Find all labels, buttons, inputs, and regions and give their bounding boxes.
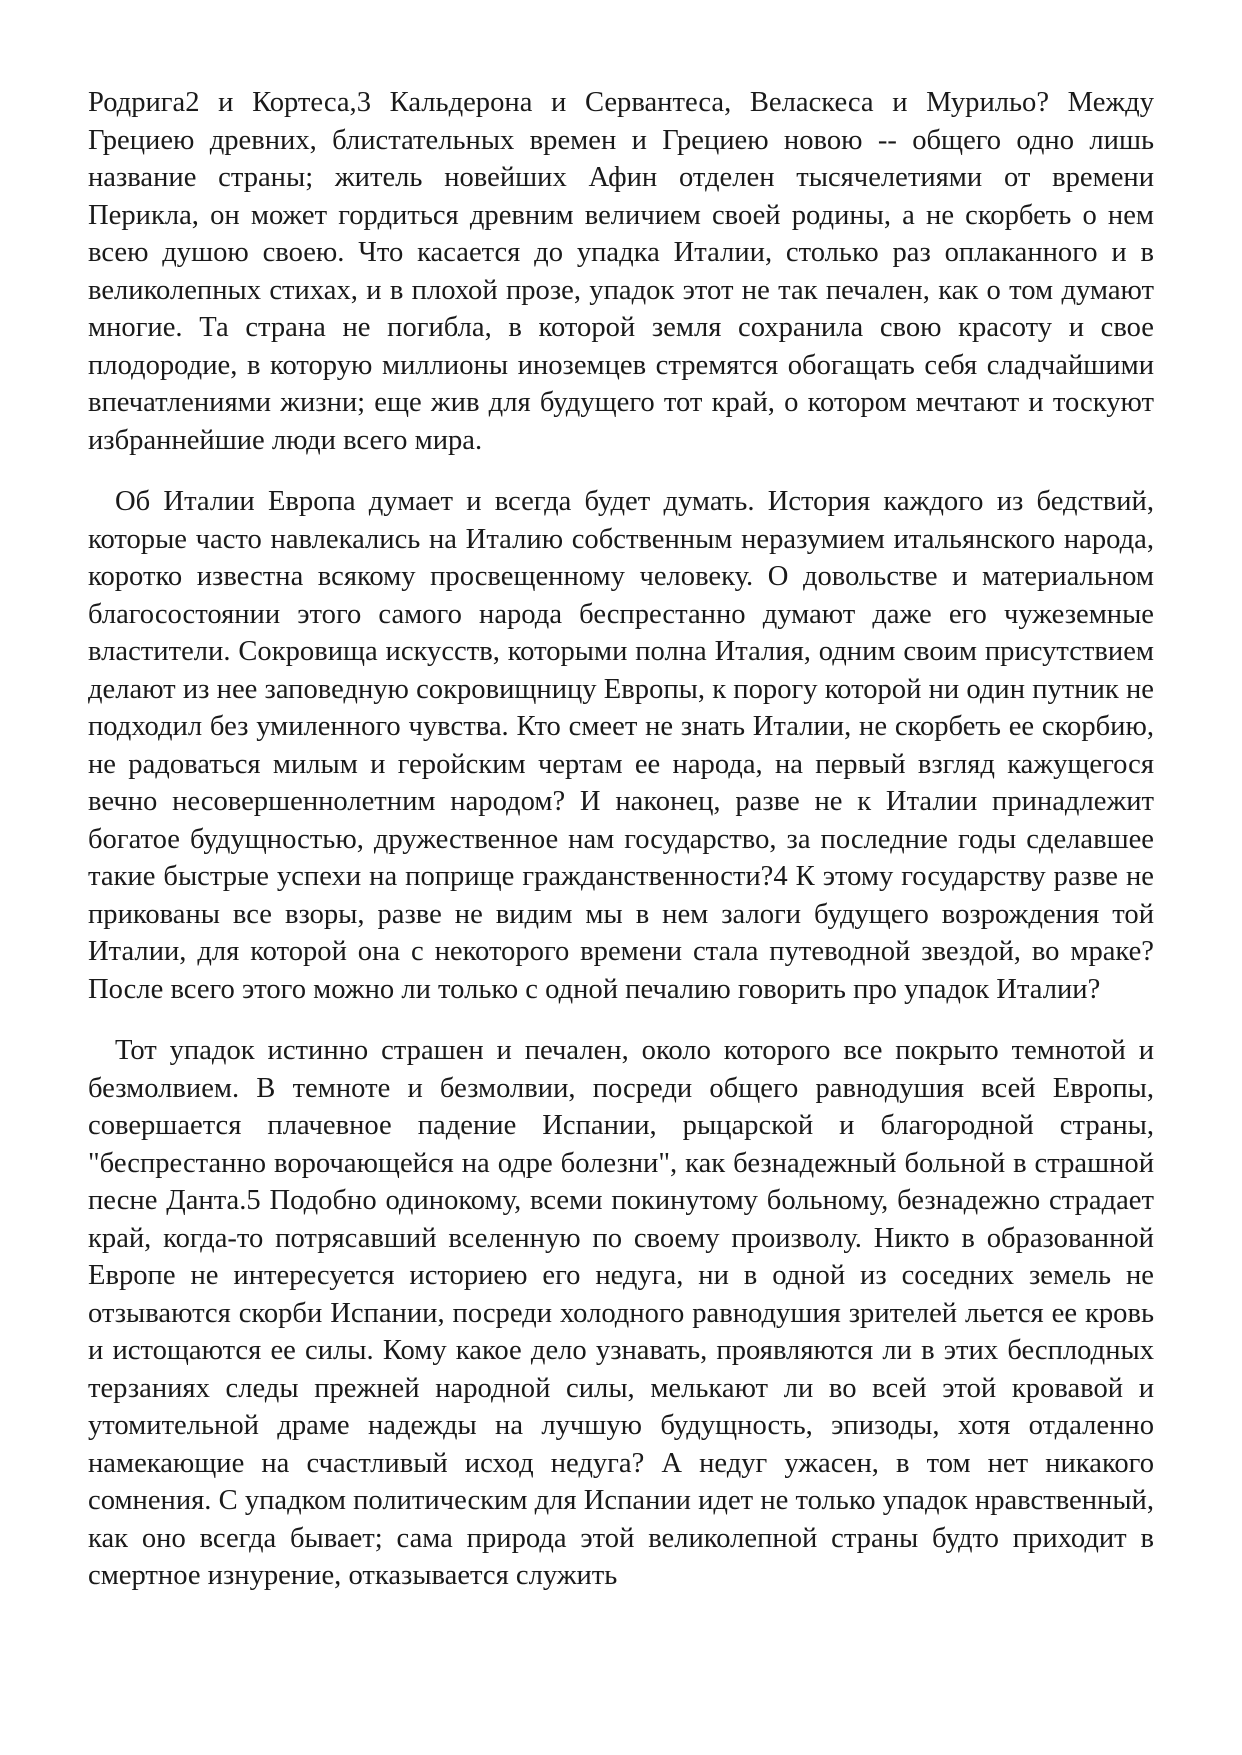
paragraph-spain: Тот упадок истинно страшен и печален, около которого все покрыто темнотой и безмолвием. В темноте и безмолвии, посреди общего равнодушия всей Европы, совершается плачевное падение Испании, рыцарской и благородной страны, "беспрестанно ворочающейся на одре болезни", как безнадежный больной в страшной песне Данта.5 Подобно одинокому, всеми покинутому больному, безнадежно страдает край, когда-то потрясавший вселенную по своему произволу. Никто в образованной Европе не интересуется историею его недуга, ни в одной из соседних земель не отзываются скорби Испании, посреди холодного равнодушия зрителей льется ее кровь и истощаются ее силы. Кому какое дело узнавать, проявляются ли в этих бесплодных терзаниях следы прежней народной силы, мелькают ли во всей этой кровавой и утомительной драме надежды на лучшую будущность, эпизоды, хотя отдаленно намекающие на счастливый исход недуга? А недуг ужасен, в том нет никакого сомнения. С упадком политическим для Испании идет не только упадок нравственный, как оно всегда бывает; сама природа этой великолепной страны будто приходит в смертное изнурение, отказывается служить [88, 1035, 1154, 1591]
paragraph-continuation: Родрига2 и Кортеса,3 Кальдерона и Сервантеса, Веласкеса и Мурильо? Между Грециею древних, блистательных времен и Грециею новою -- общего одно лишь название страны; житель новейших Афин отделен тысячелетиями от времени Перикла, он может гордиться древним величием своей родины, а не скорбеть о нем всею душою своею. Что касается до упадка Италии, столько раз оплаканного и в великолепных стихах, и в плохой прозе, упадок этот не так печален, как о том думают многие. Та страна не погибла, в которой земля сохранила свою красоту и свое плодородие, в которую миллионы иноземцев стремятся обогащать себя сладчайшими впечатлениями жизни; еще жив для будущего тот край, о котором мечтают и тоскуют избраннейшие люди всего мира. [88, 87, 1154, 456]
paragraph-italy: Об Италии Европа думает и всегда будет думать. История каждого из бедствий, которые часто навлекались на Италию собственным неразумием итальянского народа, коротко известна всякому просвещенному человеку. О довольстве и материальном благосостоянии этого самого народа беспрестанно думают даже его чужеземные властители. Сокровища искусств, которыми полна Италия, одним своим присутствием делают из нее заповедную сокровищницу Европы, к порогу которой ни один путник не подходил без умиленного чувства. Кто смеет не знать Италии, не скорбеть ее скорбию, не радоваться милым и геройским чертам ее народа, на первый взгляд кажущегося вечно несовершеннолетним народом? И наконец, разве не к Италии принадлежит богатое будущностью, дружественное нам государство, за последние годы сделавшее такие быстрые успехи на поприще гражданственности?4 К этому государству разве не прикованы все взоры, разве не видим мы в нем залоги будущего возрождения той Италии, для которой она с некоторого времени стала путеводной звездой, во мраке? После всего этого можно ли только с одной печалию говорить про упадок Италии? [88, 486, 1154, 1005]
document-page [88, 84, 1154, 1595]
